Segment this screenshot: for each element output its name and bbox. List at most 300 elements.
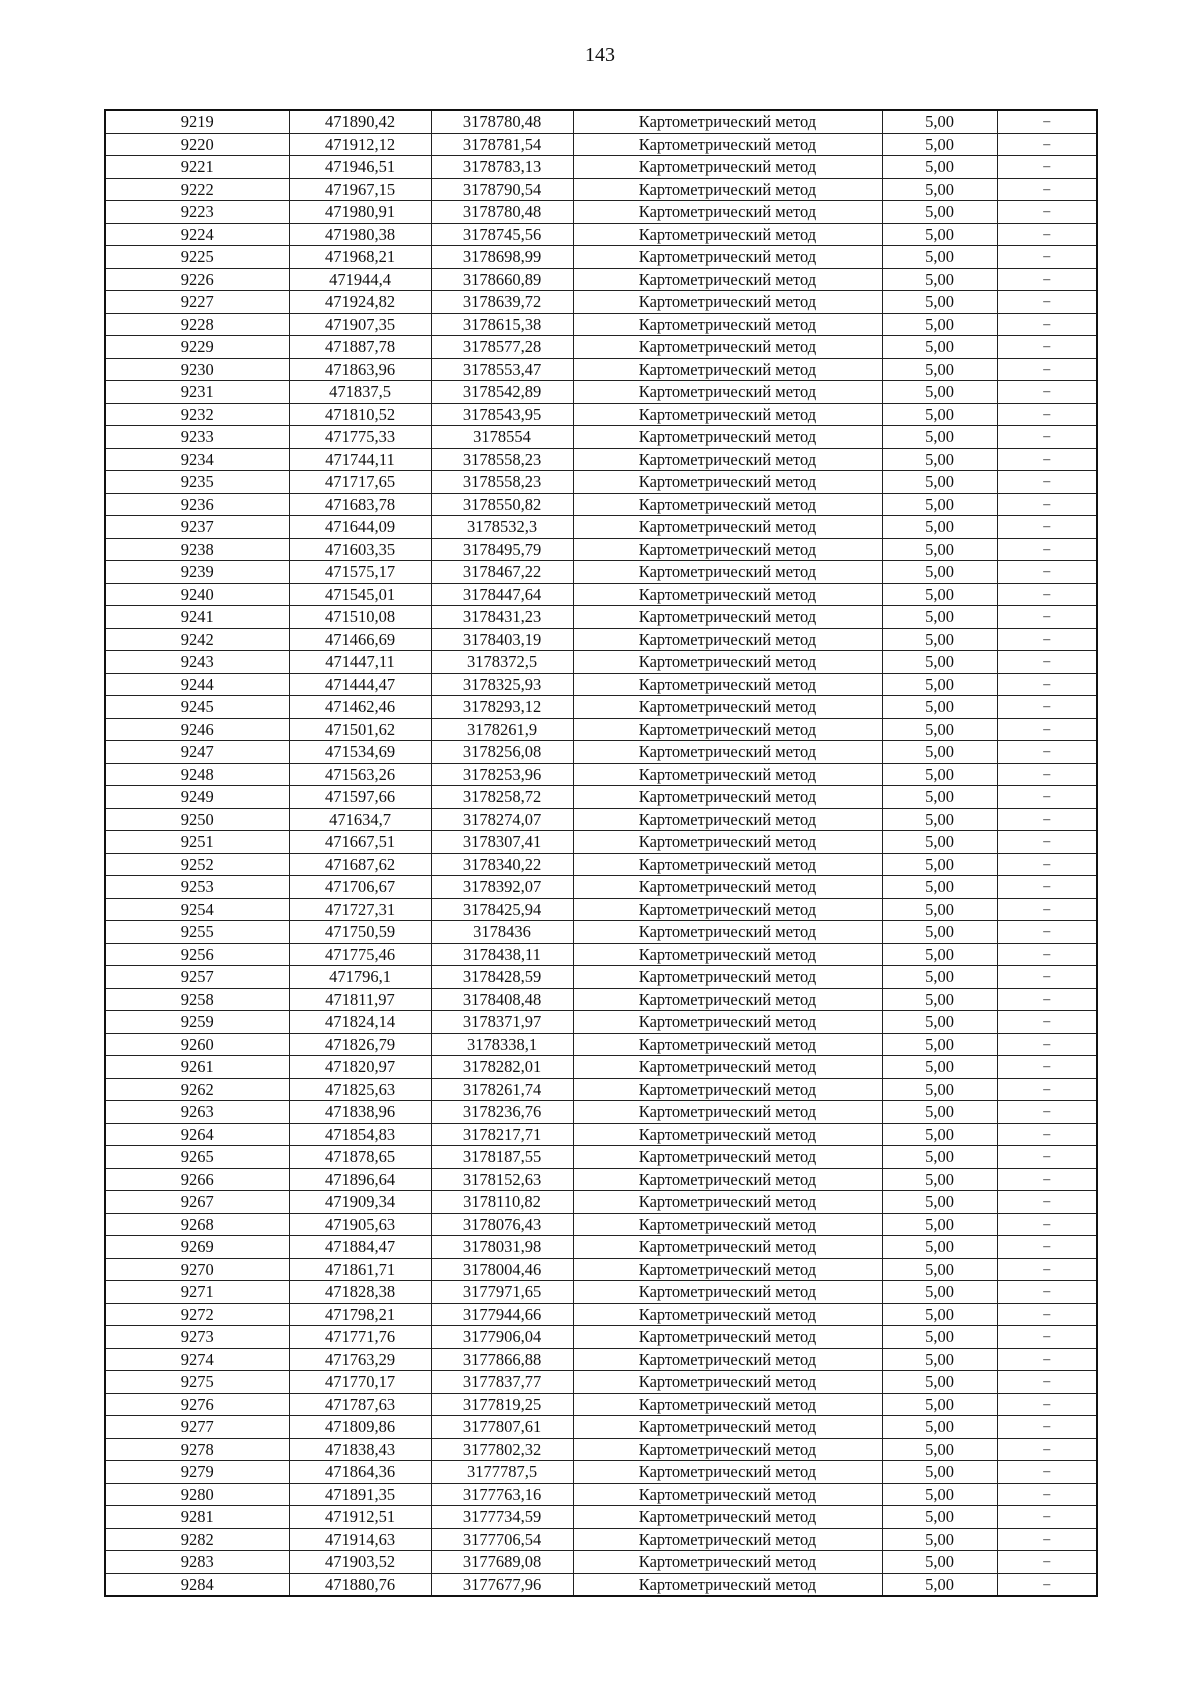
- point-number-cell: 9231: [105, 381, 289, 404]
- accuracy-cell: 5,00: [882, 1258, 997, 1281]
- method-cell: Картометрический метод: [573, 1101, 882, 1124]
- point-number-cell: 9263: [105, 1101, 289, 1124]
- accuracy-cell: 5,00: [882, 1483, 997, 1506]
- y-coordinate-cell: 3178293,12: [431, 696, 573, 719]
- method-cell: Картометрический метод: [573, 268, 882, 291]
- y-coordinate-cell: 3178745,56: [431, 223, 573, 246]
- description-cell: –: [997, 336, 1097, 359]
- description-cell: –: [997, 471, 1097, 494]
- table-row: [105, 718, 1097, 741]
- description-cell: –: [997, 1033, 1097, 1056]
- description-cell: –: [997, 110, 1097, 133]
- table-row: [105, 1303, 1097, 1326]
- y-coordinate-cell: 3178031,98: [431, 1236, 573, 1259]
- y-coordinate-cell: 3178403,19: [431, 628, 573, 651]
- y-coordinate-cell: 3177807,61: [431, 1416, 573, 1439]
- method-cell: Картометрический метод: [573, 1551, 882, 1574]
- table-row: [105, 1438, 1097, 1461]
- x-coordinate-cell: 471980,38: [289, 223, 431, 246]
- y-coordinate-cell: 3178698,99: [431, 246, 573, 269]
- coordinates-table: [104, 109, 1098, 1597]
- method-cell: Картометрический метод: [573, 1326, 882, 1349]
- method-cell: Картометрический метод: [573, 943, 882, 966]
- table-row: [105, 1078, 1097, 1101]
- y-coordinate-cell: 3177837,77: [431, 1371, 573, 1394]
- table-row: [105, 1191, 1097, 1214]
- accuracy-cell: 5,00: [882, 1213, 997, 1236]
- description-cell: –: [997, 1461, 1097, 1484]
- accuracy-cell: 5,00: [882, 651, 997, 674]
- method-cell: Картометрический метод: [573, 1123, 882, 1146]
- table-row: [105, 1258, 1097, 1281]
- x-coordinate-cell: 471787,63: [289, 1393, 431, 1416]
- x-coordinate-cell: 471811,97: [289, 988, 431, 1011]
- table-row: [105, 426, 1097, 449]
- method-cell: Картометрический метод: [573, 223, 882, 246]
- x-coordinate-cell: 471864,36: [289, 1461, 431, 1484]
- x-coordinate-cell: 471820,97: [289, 1056, 431, 1079]
- x-coordinate-cell: 471717,65: [289, 471, 431, 494]
- x-coordinate-cell: 471896,64: [289, 1168, 431, 1191]
- point-number-cell: 9220: [105, 133, 289, 156]
- table-row: [105, 246, 1097, 269]
- method-cell: Картометрический метод: [573, 133, 882, 156]
- table-row: [105, 538, 1097, 561]
- point-number-cell: 9242: [105, 628, 289, 651]
- point-number-cell: 9248: [105, 763, 289, 786]
- x-coordinate-cell: 471891,35: [289, 1483, 431, 1506]
- accuracy-cell: 5,00: [882, 1033, 997, 1056]
- y-coordinate-cell: 3178187,55: [431, 1146, 573, 1169]
- accuracy-cell: 5,00: [882, 1078, 997, 1101]
- description-cell: –: [997, 966, 1097, 989]
- table-row: [105, 133, 1097, 156]
- method-cell: Картометрический метод: [573, 1011, 882, 1034]
- x-coordinate-cell: 471863,96: [289, 358, 431, 381]
- method-cell: Картометрический метод: [573, 786, 882, 809]
- accuracy-cell: 5,00: [882, 403, 997, 426]
- point-number-cell: 9260: [105, 1033, 289, 1056]
- x-coordinate-cell: 471462,46: [289, 696, 431, 719]
- method-cell: Картометрический метод: [573, 853, 882, 876]
- point-number-cell: 9256: [105, 943, 289, 966]
- table-row: [105, 1573, 1097, 1596]
- table-row: [105, 651, 1097, 674]
- x-coordinate-cell: 471798,21: [289, 1303, 431, 1326]
- method-cell: Картометрический метод: [573, 493, 882, 516]
- y-coordinate-cell: 3178554: [431, 426, 573, 449]
- point-number-cell: 9233: [105, 426, 289, 449]
- y-coordinate-cell: 3178436: [431, 921, 573, 944]
- point-number-cell: 9224: [105, 223, 289, 246]
- description-cell: –: [997, 606, 1097, 629]
- x-coordinate-cell: 471545,01: [289, 583, 431, 606]
- accuracy-cell: 5,00: [882, 426, 997, 449]
- table-row: [105, 1056, 1097, 1079]
- x-coordinate-cell: 471603,35: [289, 538, 431, 561]
- x-coordinate-cell: 471597,66: [289, 786, 431, 809]
- description-cell: –: [997, 853, 1097, 876]
- method-cell: Картометрический метод: [573, 358, 882, 381]
- x-coordinate-cell: 471909,34: [289, 1191, 431, 1214]
- x-coordinate-cell: 471838,96: [289, 1101, 431, 1124]
- method-cell: Картометрический метод: [573, 403, 882, 426]
- y-coordinate-cell: 3177971,65: [431, 1281, 573, 1304]
- accuracy-cell: 5,00: [882, 1371, 997, 1394]
- accuracy-cell: 5,00: [882, 718, 997, 741]
- description-cell: –: [997, 1528, 1097, 1551]
- table-row: [105, 516, 1097, 539]
- table-row: [105, 156, 1097, 179]
- accuracy-cell: 5,00: [882, 583, 997, 606]
- method-cell: Картометрический метод: [573, 426, 882, 449]
- point-number-cell: 9247: [105, 741, 289, 764]
- point-number-cell: 9277: [105, 1416, 289, 1439]
- description-cell: –: [997, 246, 1097, 269]
- description-cell: –: [997, 1101, 1097, 1124]
- method-cell: Картометрический метод: [573, 1213, 882, 1236]
- table-row: [105, 268, 1097, 291]
- point-number-cell: 9282: [105, 1528, 289, 1551]
- table-row: [105, 583, 1097, 606]
- x-coordinate-cell: 471809,86: [289, 1416, 431, 1439]
- table-row: [105, 696, 1097, 719]
- description-cell: –: [997, 493, 1097, 516]
- description-cell: –: [997, 1506, 1097, 1529]
- x-coordinate-cell: 471575,17: [289, 561, 431, 584]
- description-cell: –: [997, 651, 1097, 674]
- table-row: [105, 1528, 1097, 1551]
- point-number-cell: 9245: [105, 696, 289, 719]
- point-number-cell: 9236: [105, 493, 289, 516]
- description-cell: –: [997, 381, 1097, 404]
- x-coordinate-cell: 471810,52: [289, 403, 431, 426]
- point-number-cell: 9276: [105, 1393, 289, 1416]
- y-coordinate-cell: 3177866,88: [431, 1348, 573, 1371]
- table-row: [105, 1416, 1097, 1439]
- y-coordinate-cell: 3178253,96: [431, 763, 573, 786]
- method-cell: Картометрический метод: [573, 583, 882, 606]
- point-number-cell: 9259: [105, 1011, 289, 1034]
- table-row: [105, 606, 1097, 629]
- table-row: [105, 628, 1097, 651]
- description-cell: –: [997, 358, 1097, 381]
- method-cell: Картометрический метод: [573, 336, 882, 359]
- table-row: [105, 1461, 1097, 1484]
- description-cell: –: [997, 808, 1097, 831]
- x-coordinate-cell: 471828,38: [289, 1281, 431, 1304]
- method-cell: Картометрический метод: [573, 1461, 882, 1484]
- accuracy-cell: 5,00: [882, 741, 997, 764]
- table-row: [105, 1101, 1097, 1124]
- accuracy-cell: 5,00: [882, 201, 997, 224]
- table-row: [105, 223, 1097, 246]
- point-number-cell: 9258: [105, 988, 289, 1011]
- table-row: [105, 876, 1097, 899]
- x-coordinate-cell: 471444,47: [289, 673, 431, 696]
- table-row: [105, 1371, 1097, 1394]
- y-coordinate-cell: 3178110,82: [431, 1191, 573, 1214]
- table-row: [105, 493, 1097, 516]
- description-cell: –: [997, 1371, 1097, 1394]
- description-cell: –: [997, 696, 1097, 719]
- table-row: [105, 1281, 1097, 1304]
- method-cell: Картометрический метод: [573, 1416, 882, 1439]
- point-number-cell: 9229: [105, 336, 289, 359]
- accuracy-cell: 5,00: [882, 246, 997, 269]
- y-coordinate-cell: 3177677,96: [431, 1573, 573, 1596]
- description-cell: –: [997, 1438, 1097, 1461]
- table-row: [105, 988, 1097, 1011]
- description-cell: –: [997, 156, 1097, 179]
- point-number-cell: 9219: [105, 110, 289, 133]
- y-coordinate-cell: 3177706,54: [431, 1528, 573, 1551]
- table-row: [105, 1011, 1097, 1034]
- table-row: [105, 1326, 1097, 1349]
- table-row: [105, 1551, 1097, 1574]
- y-coordinate-cell: 3178076,43: [431, 1213, 573, 1236]
- method-cell: Картометрический метод: [573, 538, 882, 561]
- y-coordinate-cell: 3178261,74: [431, 1078, 573, 1101]
- point-number-cell: 9251: [105, 831, 289, 854]
- method-cell: Картометрический метод: [573, 201, 882, 224]
- y-coordinate-cell: 3178780,48: [431, 201, 573, 224]
- y-coordinate-cell: 3177763,16: [431, 1483, 573, 1506]
- point-number-cell: 9244: [105, 673, 289, 696]
- accuracy-cell: 5,00: [882, 966, 997, 989]
- accuracy-cell: 5,00: [882, 1348, 997, 1371]
- x-coordinate-cell: 471907,35: [289, 313, 431, 336]
- point-number-cell: 9235: [105, 471, 289, 494]
- x-coordinate-cell: 471944,4: [289, 268, 431, 291]
- method-cell: Картометрический метод: [573, 1348, 882, 1371]
- x-coordinate-cell: 471890,42: [289, 110, 431, 133]
- x-coordinate-cell: 471837,5: [289, 381, 431, 404]
- point-number-cell: 9284: [105, 1573, 289, 1596]
- method-cell: Картометрический метод: [573, 1528, 882, 1551]
- table-row: [105, 966, 1097, 989]
- y-coordinate-cell: 3178467,22: [431, 561, 573, 584]
- y-coordinate-cell: 3178447,64: [431, 583, 573, 606]
- table-row: [105, 853, 1097, 876]
- description-cell: –: [997, 1551, 1097, 1574]
- description-cell: –: [997, 1078, 1097, 1101]
- point-number-cell: 9283: [105, 1551, 289, 1574]
- x-coordinate-cell: 471914,63: [289, 1528, 431, 1551]
- accuracy-cell: 5,00: [882, 606, 997, 629]
- table-row: [105, 313, 1097, 336]
- accuracy-cell: 5,00: [882, 110, 997, 133]
- point-number-cell: 9280: [105, 1483, 289, 1506]
- method-cell: Картометрический метод: [573, 741, 882, 764]
- method-cell: Картометрический метод: [573, 1056, 882, 1079]
- point-number-cell: 9274: [105, 1348, 289, 1371]
- table-row: [105, 403, 1097, 426]
- point-number-cell: 9270: [105, 1258, 289, 1281]
- description-cell: –: [997, 831, 1097, 854]
- x-coordinate-cell: 471683,78: [289, 493, 431, 516]
- method-cell: Картометрический метод: [573, 696, 882, 719]
- accuracy-cell: 5,00: [882, 898, 997, 921]
- x-coordinate-cell: 471796,1: [289, 966, 431, 989]
- x-coordinate-cell: 471854,83: [289, 1123, 431, 1146]
- coordinates-table-body: [105, 110, 1097, 1596]
- method-cell: Картометрический метод: [573, 1303, 882, 1326]
- table-row: [105, 201, 1097, 224]
- accuracy-cell: 5,00: [882, 1191, 997, 1214]
- y-coordinate-cell: 3177689,08: [431, 1551, 573, 1574]
- y-coordinate-cell: 3177906,04: [431, 1326, 573, 1349]
- method-cell: Картометрический метод: [573, 1393, 882, 1416]
- y-coordinate-cell: 3178550,82: [431, 493, 573, 516]
- description-cell: –: [997, 291, 1097, 314]
- point-number-cell: 9252: [105, 853, 289, 876]
- description-cell: –: [997, 403, 1097, 426]
- method-cell: Картометрический метод: [573, 1573, 882, 1596]
- y-coordinate-cell: 3178338,1: [431, 1033, 573, 1056]
- description-cell: –: [997, 1393, 1097, 1416]
- method-cell: Картометрический метод: [573, 1078, 882, 1101]
- method-cell: Картометрический метод: [573, 1371, 882, 1394]
- description-cell: –: [997, 1236, 1097, 1259]
- y-coordinate-cell: 3178660,89: [431, 268, 573, 291]
- accuracy-cell: 5,00: [882, 1573, 997, 1596]
- x-coordinate-cell: 471880,76: [289, 1573, 431, 1596]
- accuracy-cell: 5,00: [882, 1416, 997, 1439]
- description-cell: –: [997, 1573, 1097, 1596]
- description-cell: –: [997, 201, 1097, 224]
- accuracy-cell: 5,00: [882, 336, 997, 359]
- x-coordinate-cell: 471763,29: [289, 1348, 431, 1371]
- accuracy-cell: 5,00: [882, 696, 997, 719]
- x-coordinate-cell: 471980,91: [289, 201, 431, 224]
- description-cell: –: [997, 628, 1097, 651]
- point-number-cell: 9278: [105, 1438, 289, 1461]
- accuracy-cell: 5,00: [882, 471, 997, 494]
- table-row: [105, 1483, 1097, 1506]
- accuracy-cell: 5,00: [882, 831, 997, 854]
- y-coordinate-cell: 3178553,47: [431, 358, 573, 381]
- y-coordinate-cell: 3178781,54: [431, 133, 573, 156]
- description-cell: –: [997, 178, 1097, 201]
- point-number-cell: 9250: [105, 808, 289, 831]
- point-number-cell: 9222: [105, 178, 289, 201]
- method-cell: Картометрический метод: [573, 291, 882, 314]
- x-coordinate-cell: 471887,78: [289, 336, 431, 359]
- description-cell: –: [997, 1168, 1097, 1191]
- description-cell: –: [997, 1303, 1097, 1326]
- accuracy-cell: 5,00: [882, 313, 997, 336]
- accuracy-cell: 5,00: [882, 1326, 997, 1349]
- point-number-cell: 9238: [105, 538, 289, 561]
- method-cell: Картометрический метод: [573, 110, 882, 133]
- x-coordinate-cell: 471775,46: [289, 943, 431, 966]
- description-cell: –: [997, 561, 1097, 584]
- x-coordinate-cell: 471912,12: [289, 133, 431, 156]
- accuracy-cell: 5,00: [882, 1438, 997, 1461]
- table-row: [105, 1348, 1097, 1371]
- description-cell: –: [997, 1146, 1097, 1169]
- x-coordinate-cell: 471946,51: [289, 156, 431, 179]
- point-number-cell: 9221: [105, 156, 289, 179]
- accuracy-cell: 5,00: [882, 1461, 997, 1484]
- description-cell: –: [997, 1326, 1097, 1349]
- method-cell: Картометрический метод: [573, 673, 882, 696]
- table-row: [105, 381, 1097, 404]
- point-number-cell: 9271: [105, 1281, 289, 1304]
- y-coordinate-cell: 3178256,08: [431, 741, 573, 764]
- description-cell: –: [997, 673, 1097, 696]
- description-cell: –: [997, 1416, 1097, 1439]
- y-coordinate-cell: 3178408,48: [431, 988, 573, 1011]
- accuracy-cell: 5,00: [882, 943, 997, 966]
- x-coordinate-cell: 471447,11: [289, 651, 431, 674]
- point-number-cell: 9232: [105, 403, 289, 426]
- table-row: [105, 1393, 1097, 1416]
- point-number-cell: 9226: [105, 268, 289, 291]
- x-coordinate-cell: 471903,52: [289, 1551, 431, 1574]
- table-row: [105, 831, 1097, 854]
- y-coordinate-cell: 3178258,72: [431, 786, 573, 809]
- x-coordinate-cell: 471727,31: [289, 898, 431, 921]
- x-coordinate-cell: 471501,62: [289, 718, 431, 741]
- table-row: [105, 291, 1097, 314]
- x-coordinate-cell: 471770,17: [289, 1371, 431, 1394]
- y-coordinate-cell: 3178261,9: [431, 718, 573, 741]
- y-coordinate-cell: 3178615,38: [431, 313, 573, 336]
- point-number-cell: 9264: [105, 1123, 289, 1146]
- x-coordinate-cell: 471534,69: [289, 741, 431, 764]
- x-coordinate-cell: 471905,63: [289, 1213, 431, 1236]
- y-coordinate-cell: 3178438,11: [431, 943, 573, 966]
- description-cell: –: [997, 538, 1097, 561]
- method-cell: Картометрический метод: [573, 381, 882, 404]
- point-number-cell: 9265: [105, 1146, 289, 1169]
- description-cell: –: [997, 1483, 1097, 1506]
- method-cell: Картометрический метод: [573, 1033, 882, 1056]
- x-coordinate-cell: 471968,21: [289, 246, 431, 269]
- x-coordinate-cell: 471667,51: [289, 831, 431, 854]
- x-coordinate-cell: 471826,79: [289, 1033, 431, 1056]
- description-cell: –: [997, 921, 1097, 944]
- accuracy-cell: 5,00: [882, 876, 997, 899]
- table-row: [105, 358, 1097, 381]
- accuracy-cell: 5,00: [882, 178, 997, 201]
- method-cell: Картометрический метод: [573, 628, 882, 651]
- description-cell: –: [997, 448, 1097, 471]
- y-coordinate-cell: 3178307,41: [431, 831, 573, 854]
- table-row: [105, 786, 1097, 809]
- method-cell: Картометрический метод: [573, 1236, 882, 1259]
- y-coordinate-cell: 3178372,5: [431, 651, 573, 674]
- point-number-cell: 9234: [105, 448, 289, 471]
- y-coordinate-cell: 3178340,22: [431, 853, 573, 876]
- x-coordinate-cell: 471644,09: [289, 516, 431, 539]
- y-coordinate-cell: 3178558,23: [431, 448, 573, 471]
- y-coordinate-cell: 3177944,66: [431, 1303, 573, 1326]
- accuracy-cell: 5,00: [882, 381, 997, 404]
- method-cell: Картометрический метод: [573, 1281, 882, 1304]
- x-coordinate-cell: 471771,76: [289, 1326, 431, 1349]
- point-number-cell: 9228: [105, 313, 289, 336]
- method-cell: Картометрический метод: [573, 246, 882, 269]
- point-number-cell: 9257: [105, 966, 289, 989]
- y-coordinate-cell: 3177819,25: [431, 1393, 573, 1416]
- y-coordinate-cell: 3178790,54: [431, 178, 573, 201]
- point-number-cell: 9239: [105, 561, 289, 584]
- accuracy-cell: 5,00: [882, 1056, 997, 1079]
- method-cell: Картометрический метод: [573, 448, 882, 471]
